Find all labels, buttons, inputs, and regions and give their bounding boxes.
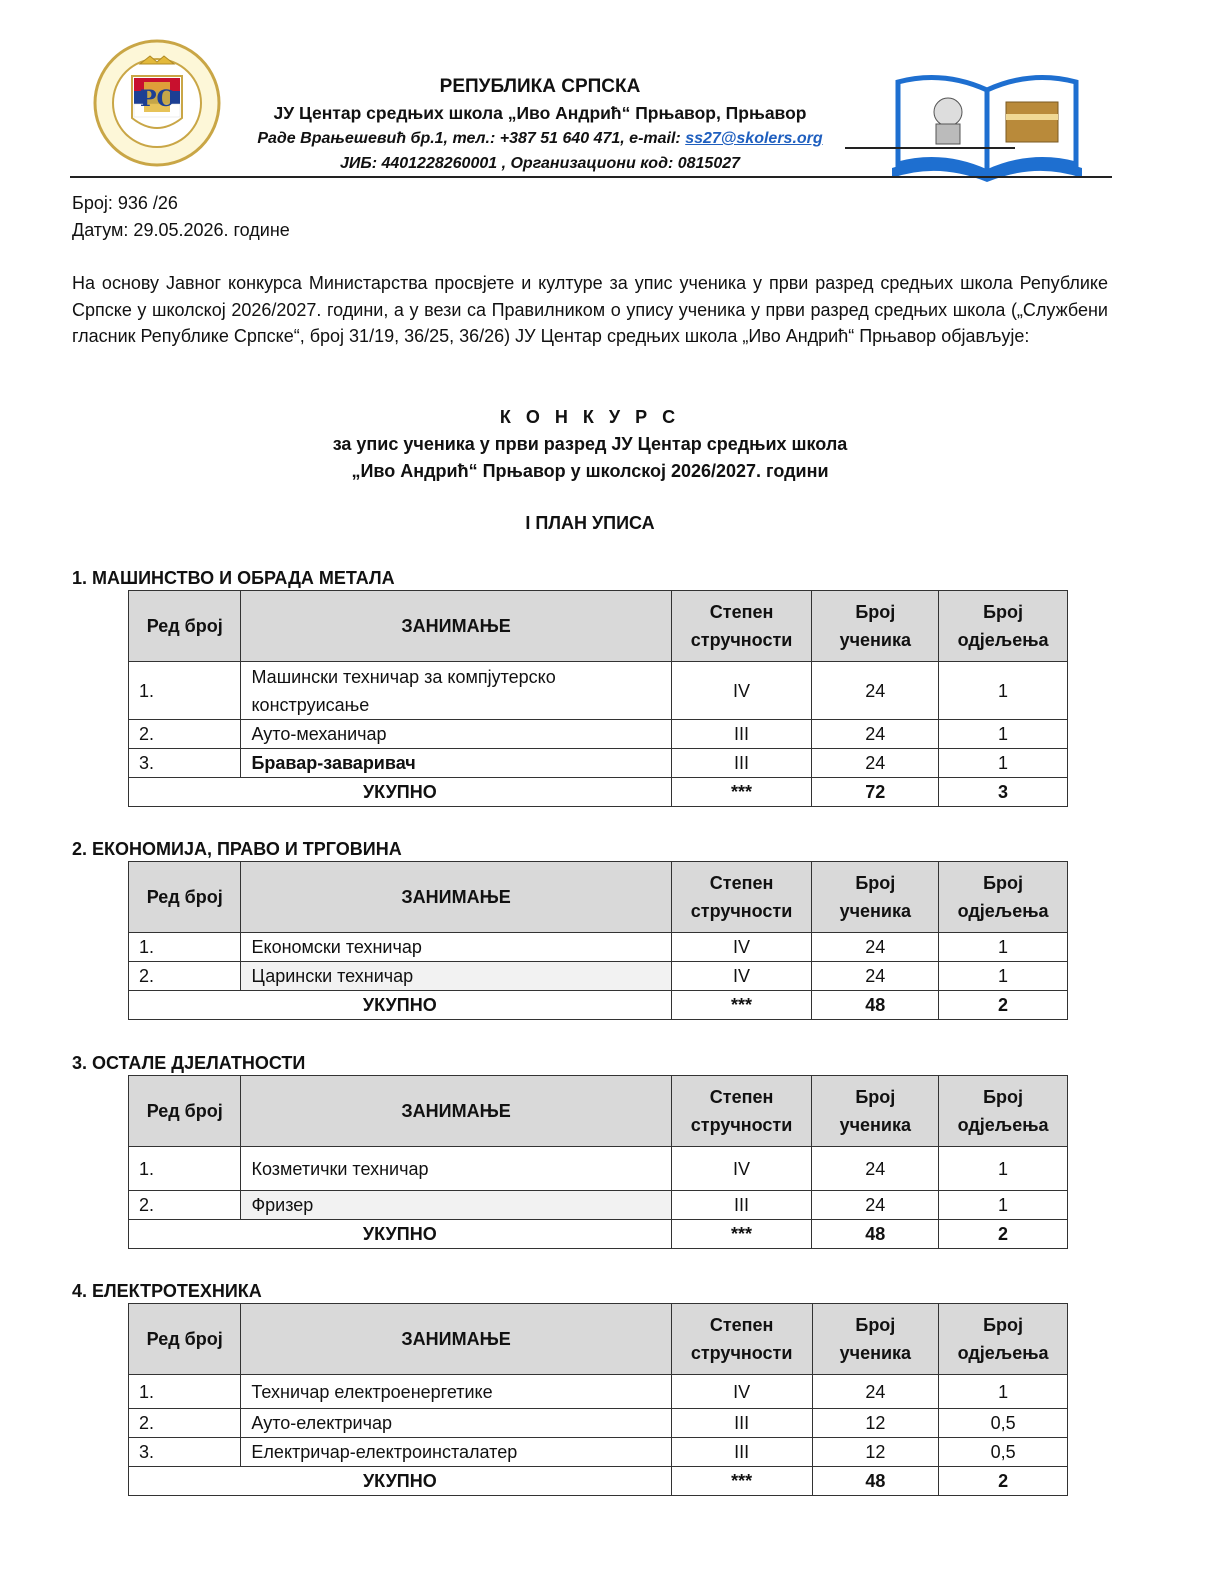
col-header-students-2: ученика bbox=[839, 1115, 911, 1135]
col-header-degree-2: стручности bbox=[690, 1115, 793, 1135]
row-degree: IV bbox=[671, 1147, 812, 1191]
row-students: 24 bbox=[812, 1191, 939, 1220]
total-classes: 2 bbox=[939, 1220, 1068, 1249]
republika-srpska-crest-icon bbox=[92, 38, 222, 168]
table-row bbox=[129, 962, 1068, 991]
row-occupation: Козметички техничар bbox=[241, 1147, 671, 1191]
header-text bbox=[220, 74, 860, 176]
row-students: 24 bbox=[812, 1147, 939, 1191]
section-title: 2. ЕКОНОМИЈА, ПРАВО И ТРГОВИНА bbox=[72, 839, 402, 859]
col-header-degree bbox=[671, 862, 812, 933]
row-students: 24 bbox=[812, 749, 939, 778]
col-header-degree-1: Степен bbox=[709, 1087, 774, 1107]
row-classes: 1 bbox=[939, 1147, 1068, 1191]
row-classes: 1 bbox=[939, 933, 1068, 962]
row-students: 12 bbox=[812, 1438, 939, 1467]
col-header-students-2: ученика bbox=[839, 630, 912, 650]
row-num: 1. bbox=[129, 662, 241, 720]
row-num: 3. bbox=[129, 749, 241, 778]
row-num: 1. bbox=[129, 1147, 241, 1191]
row-students: 12 bbox=[812, 1409, 939, 1438]
document-date: Датум: 29.05.2026. године bbox=[72, 220, 290, 240]
row-classes: 1 bbox=[939, 720, 1068, 749]
open-book-logo-icon bbox=[888, 68, 1086, 184]
row-num: 2. bbox=[129, 1191, 241, 1220]
col-header-degree-1: Степен bbox=[709, 1315, 774, 1335]
enrollment-table bbox=[128, 1075, 1068, 1249]
table-row bbox=[129, 1375, 1068, 1409]
institution-name: ЈУ Центар средњих школа „Иво Андрић“ Прњавор, Прњавор bbox=[273, 103, 807, 123]
total-classes: 3 bbox=[939, 778, 1068, 807]
total-row bbox=[129, 1220, 1068, 1249]
col-header-classes-2: одјељења bbox=[957, 901, 1049, 921]
row-num: 2. bbox=[129, 720, 241, 749]
row-occupation: Електричар-електроинсталатер bbox=[241, 1438, 671, 1467]
total-students: 72 bbox=[812, 778, 939, 807]
row-degree: IV bbox=[671, 1375, 812, 1409]
total-label: УКУПНО bbox=[129, 778, 672, 807]
col-header-degree-2: стручности bbox=[690, 1343, 793, 1363]
total-degree: *** bbox=[671, 1467, 812, 1496]
document-meta bbox=[72, 190, 290, 244]
total-degree: *** bbox=[671, 1220, 812, 1249]
row-occupation: Фризер bbox=[241, 1191, 671, 1220]
total-degree: *** bbox=[671, 991, 812, 1020]
table-header-row bbox=[129, 591, 1068, 662]
total-students: 48 bbox=[812, 1220, 939, 1249]
col-header-classes bbox=[939, 1076, 1068, 1147]
document-number: Број: 936 /26 bbox=[72, 193, 178, 213]
col-header-students-1: Број bbox=[855, 873, 896, 893]
col-header-students bbox=[812, 862, 939, 933]
col-header-classes-1: Број bbox=[983, 1315, 1024, 1335]
total-students: 48 bbox=[812, 1467, 939, 1496]
email-link[interactable]: ss27@skolers.org bbox=[685, 130, 823, 147]
title-line-2: за упис ученика у први разред ЈУ Центар средњих школа bbox=[332, 434, 848, 454]
row-classes: 1 bbox=[939, 1191, 1068, 1220]
row-occupation: Ауто-електричар bbox=[241, 1409, 671, 1438]
row-occupation: Царински техничар bbox=[241, 962, 671, 991]
row-num: 2. bbox=[129, 962, 241, 991]
table-row bbox=[129, 1409, 1068, 1438]
row-students: 24 bbox=[812, 1375, 939, 1409]
col-header-num: Ред број bbox=[129, 591, 241, 662]
header-divider bbox=[70, 176, 1112, 178]
title-line-3: „Иво Андрић“ Прњавор у школској 2026/2027. години bbox=[351, 461, 829, 481]
section-title: 3. ОСТАЛЕ ДЈЕЛАТНОСТИ bbox=[72, 1053, 306, 1073]
row-classes: 0,5 bbox=[939, 1409, 1068, 1438]
logo-underline bbox=[845, 147, 1015, 149]
col-header-degree-2: стручности bbox=[690, 630, 793, 650]
col-header-num: Ред број bbox=[129, 1304, 241, 1375]
col-header-students bbox=[812, 591, 939, 662]
total-degree: *** bbox=[671, 778, 812, 807]
col-header-classes bbox=[939, 591, 1068, 662]
col-header-students-1: Број bbox=[855, 1315, 896, 1335]
total-row bbox=[129, 991, 1068, 1020]
address-text: Раде Врањешевић бр.1, тел.: +387 51 640 471, e-mail: bbox=[257, 130, 686, 147]
plan-heading: I ПЛАН УПИСА bbox=[525, 513, 655, 533]
col-header-occupation: ЗАНИМАЊЕ bbox=[241, 1304, 671, 1375]
total-students: 48 bbox=[812, 991, 939, 1020]
document-header bbox=[70, 30, 1112, 180]
row-students: 24 bbox=[812, 662, 939, 720]
col-header-classes-1: Број bbox=[983, 1087, 1024, 1107]
table-row bbox=[129, 933, 1068, 962]
row-occupation: Бравар-заваривач bbox=[241, 749, 671, 778]
col-header-students-1: Број bbox=[855, 1087, 896, 1107]
row-num: 1. bbox=[129, 1375, 241, 1409]
total-row bbox=[129, 778, 1068, 807]
table-header-row bbox=[129, 862, 1068, 933]
col-header-degree bbox=[671, 591, 812, 662]
col-header-students-2: ученика bbox=[839, 901, 911, 921]
enrollment-table bbox=[128, 590, 1068, 807]
row-classes: 1 bbox=[939, 662, 1068, 720]
col-header-occupation: ЗАНИМАЊЕ bbox=[241, 591, 671, 662]
row-num: 3. bbox=[129, 1438, 241, 1467]
republic-name: РЕПУБЛИКА СРПСКА bbox=[439, 76, 641, 97]
col-header-degree bbox=[671, 1076, 812, 1147]
table-row bbox=[129, 1191, 1068, 1220]
col-header-students-1: Број bbox=[855, 602, 896, 622]
table-row bbox=[129, 1438, 1068, 1467]
table-header-row bbox=[129, 1076, 1068, 1147]
row-occupation: Економски техничар bbox=[241, 933, 671, 962]
row-occupation: Техничар електроенергетике bbox=[241, 1375, 671, 1409]
row-classes: 1 bbox=[939, 749, 1068, 778]
col-header-classes-1: Број bbox=[983, 873, 1024, 893]
row-degree: IV bbox=[671, 962, 812, 991]
col-header-occupation: ЗАНИМАЊЕ bbox=[241, 862, 671, 933]
col-header-num: Ред број bbox=[129, 862, 241, 933]
col-header-students-2: ученика bbox=[839, 1343, 912, 1363]
intro-paragraph: На основу Јавног конкурса Министарства просвјете и културе за упис ученика у први разред средњих школа Републике Српске у школској 2026/2027. години, а у вези са Правилником о упису ученика у први разред средњих школа („Службени гласник Републике Српске“, број 31/19, 36/25, 36/26) ЈУ Центар средњих школа „Иво Андрић“ Прњавор објављује: bbox=[72, 273, 1108, 346]
title-line-1: К О Н К У Р С bbox=[499, 407, 681, 427]
row-degree: III bbox=[671, 749, 812, 778]
total-classes: 2 bbox=[939, 991, 1068, 1020]
address-line bbox=[220, 126, 860, 151]
konkurs-title bbox=[70, 404, 1110, 485]
row-degree: IV bbox=[671, 933, 812, 962]
col-header-degree bbox=[671, 1304, 812, 1375]
row-classes: 1 bbox=[939, 1375, 1068, 1409]
row-degree: III bbox=[671, 1191, 812, 1220]
row-num: 2. bbox=[129, 1409, 241, 1438]
row-occupation: Ауто-механичар bbox=[241, 720, 671, 749]
col-header-degree-1: Степен bbox=[709, 873, 774, 893]
table-row bbox=[129, 720, 1068, 749]
col-header-num: Ред број bbox=[129, 1076, 241, 1147]
col-header-degree-2: стручности bbox=[690, 901, 793, 921]
enrollment-table bbox=[128, 1303, 1068, 1496]
total-label: УКУПНО bbox=[129, 1220, 672, 1249]
total-row bbox=[129, 1467, 1068, 1496]
col-header-occupation: ЗАНИМАЊЕ bbox=[241, 1076, 671, 1147]
row-students: 24 bbox=[812, 962, 939, 991]
row-students: 24 bbox=[812, 720, 939, 749]
table-row bbox=[129, 662, 1068, 720]
svg-text:РС: РС bbox=[139, 86, 175, 112]
total-label: УКУПНО bbox=[129, 991, 672, 1020]
row-occupation: Машински техничар за компјутерско конструисање bbox=[241, 662, 671, 720]
ids-line: ЈИБ: 4401228260001 , Организациони код: 0815027 bbox=[339, 155, 741, 172]
row-classes: 0,5 bbox=[939, 1438, 1068, 1467]
total-label: УКУПНО bbox=[129, 1467, 672, 1496]
col-header-students bbox=[812, 1076, 939, 1147]
row-classes: 1 bbox=[939, 962, 1068, 991]
row-num: 1. bbox=[129, 933, 241, 962]
col-header-classes-2: одјељења bbox=[957, 1115, 1049, 1135]
col-header-classes-1: Број bbox=[983, 602, 1024, 622]
col-header-classes bbox=[939, 862, 1068, 933]
section-title: 4. ЕЛЕКТРОТЕХНИКА bbox=[72, 1281, 262, 1301]
col-header-degree-1: Степен bbox=[709, 602, 774, 622]
total-classes: 2 bbox=[939, 1467, 1068, 1496]
enrollment-table bbox=[128, 861, 1068, 1020]
table-header-row bbox=[129, 1304, 1068, 1375]
col-header-classes-2: одјељења bbox=[957, 630, 1049, 650]
table-row bbox=[129, 1147, 1068, 1191]
col-header-classes bbox=[939, 1304, 1068, 1375]
col-header-classes-2: одјељења bbox=[957, 1343, 1049, 1363]
table-row bbox=[129, 749, 1068, 778]
col-header-students bbox=[812, 1304, 939, 1375]
section-title: 1. МАШИНСТВО И ОБРАДА МЕТАЛА bbox=[72, 568, 395, 588]
row-degree: III bbox=[671, 1438, 812, 1467]
row-degree: IV bbox=[671, 662, 812, 720]
row-students: 24 bbox=[812, 933, 939, 962]
row-degree: III bbox=[671, 1409, 812, 1438]
row-degree: III bbox=[671, 720, 812, 749]
